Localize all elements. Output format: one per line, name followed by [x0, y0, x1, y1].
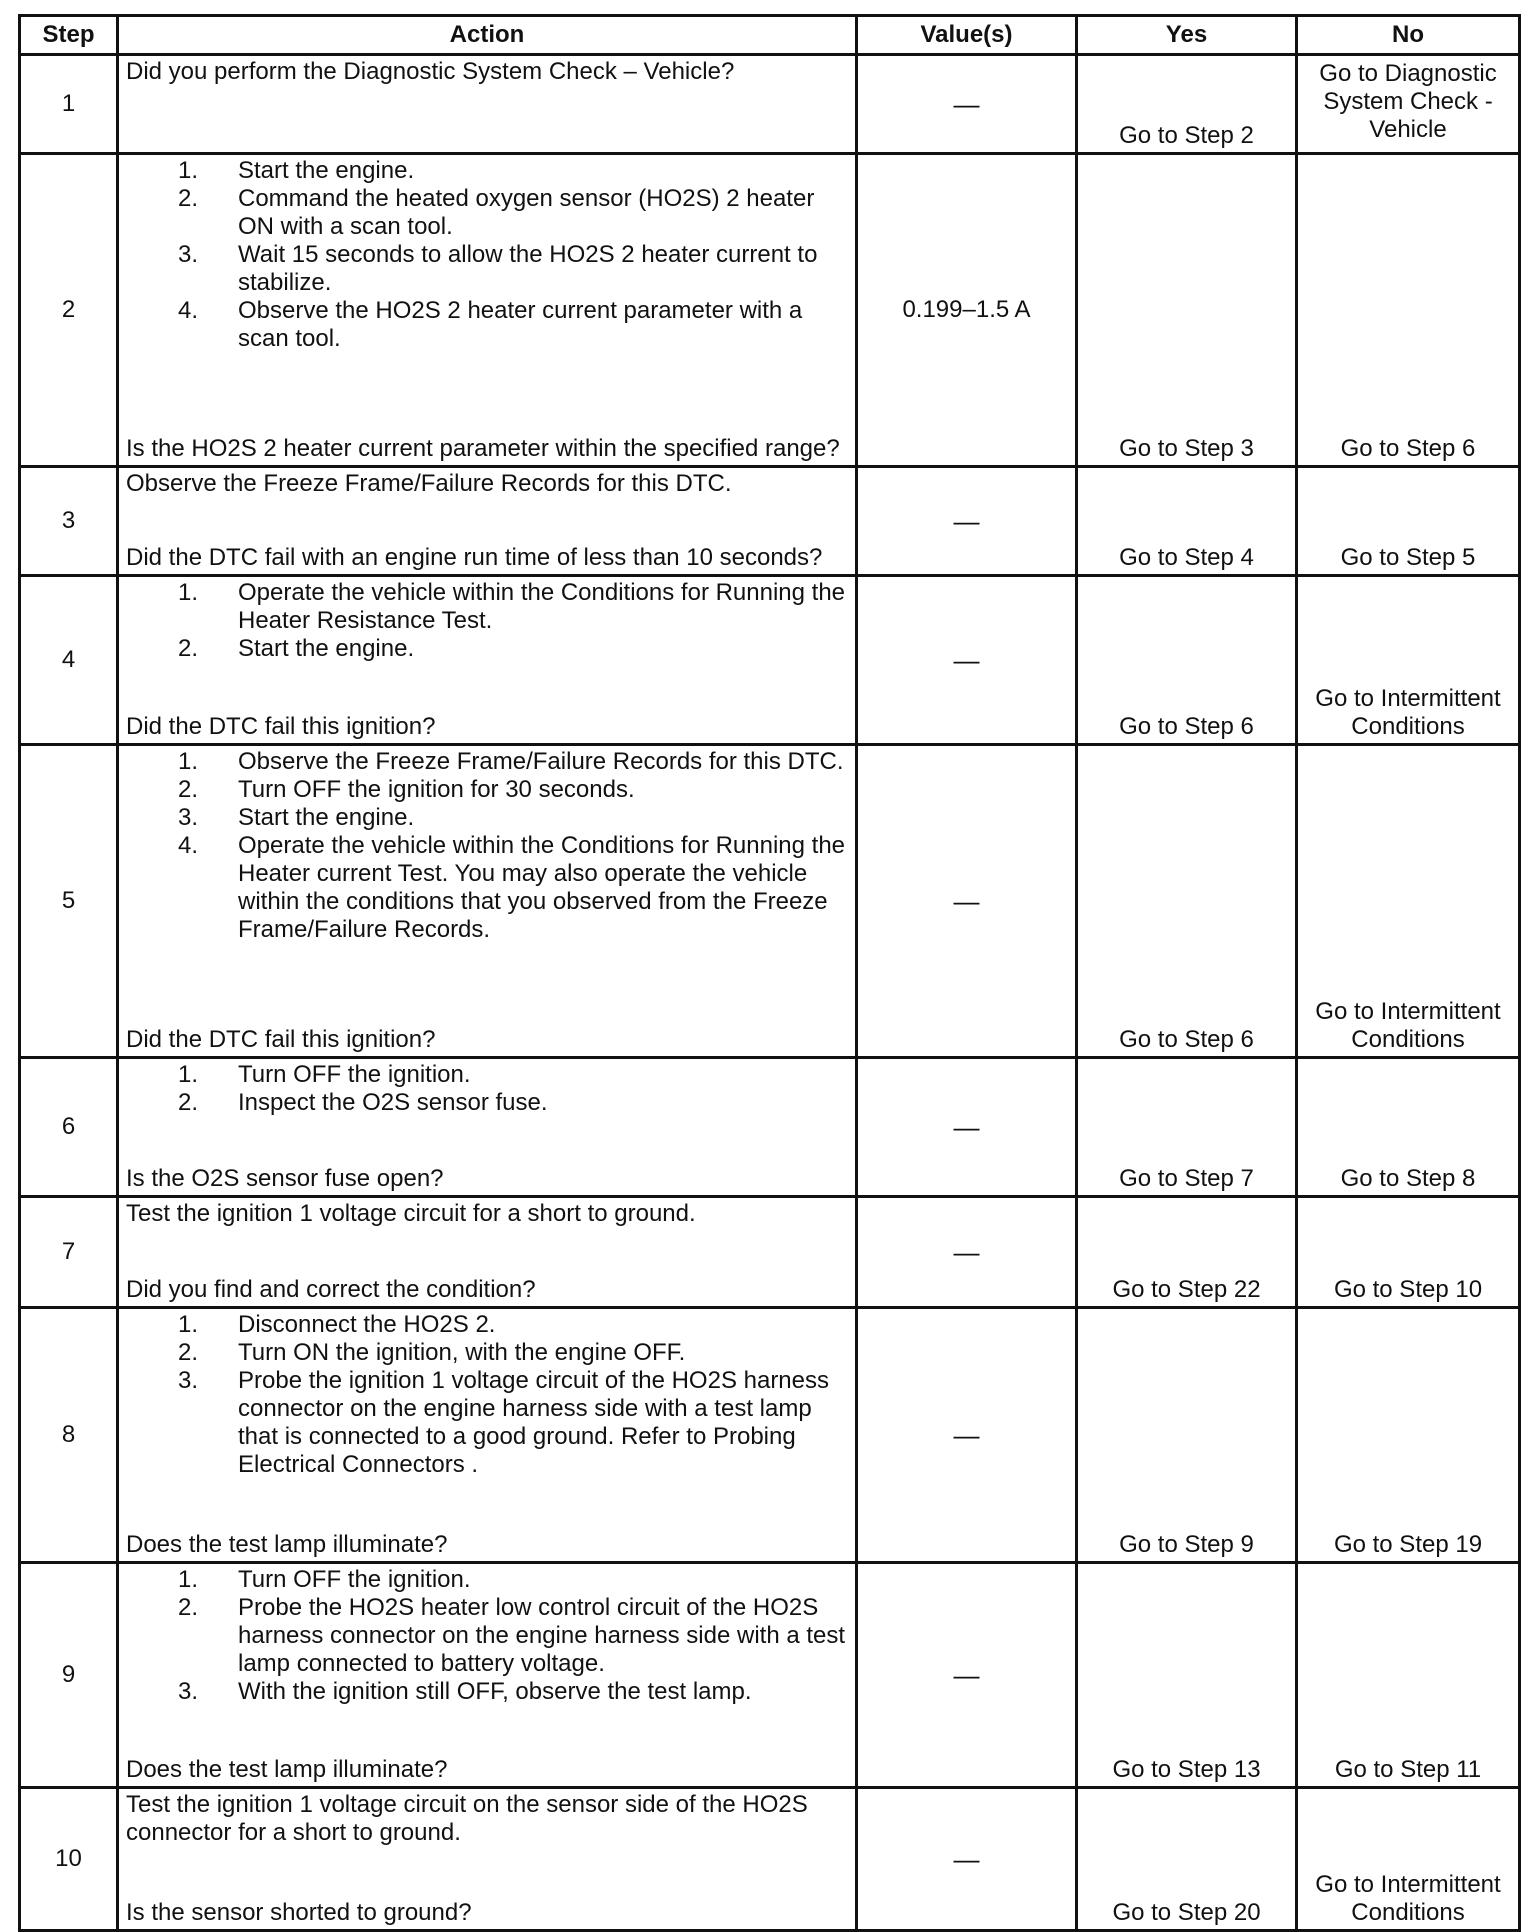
yes-cell: Go to Step 6	[1077, 745, 1297, 1058]
action-lead-text: Observe the Freeze Frame/Failure Records for this DTC.	[126, 470, 732, 497]
action-top	[126, 1200, 847, 1228]
list-item	[126, 579, 847, 635]
list-item	[126, 635, 847, 663]
list-item-number: 2.	[178, 1089, 199, 1116]
table-body	[20, 55, 1520, 1931]
action-cell	[118, 1563, 857, 1788]
yes-cell: Go to Step 7	[1077, 1058, 1297, 1197]
table-row	[20, 1563, 1520, 1788]
table-row	[20, 55, 1520, 154]
list-item	[126, 185, 847, 241]
action-cell	[118, 1197, 857, 1308]
action-top	[126, 1311, 847, 1479]
list-item	[126, 832, 847, 944]
yes-cell: Go to Step 2	[1077, 55, 1297, 154]
step-cell: 3	[20, 467, 118, 576]
action-lead-text: Did you perform the Diagnostic System Check – Vehicle?	[126, 58, 735, 85]
action-lead-text: Test the ignition 1 voltage circuit for a short to ground.	[126, 1200, 696, 1227]
action-question: Did the DTC fail this ignition?	[126, 1026, 436, 1053]
header-no: No	[1297, 16, 1520, 55]
table-row	[20, 1308, 1520, 1563]
step-cell: 2	[20, 154, 118, 467]
value-cell: —	[857, 745, 1077, 1058]
action-question: Did the DTC fail this ignition?	[126, 713, 436, 740]
action-content	[126, 1791, 847, 1927]
list-item-number: 2.	[178, 1339, 199, 1366]
list-item	[126, 1311, 847, 1339]
list-item-text: Turn OFF the ignition.	[238, 1566, 471, 1593]
action-question: Did you find and correct the condition?	[126, 1276, 536, 1303]
list-item-text: Turn OFF the ignition for 30 seconds.	[238, 776, 635, 803]
action-step-list	[126, 748, 847, 944]
no-cell: Go to Step 10	[1297, 1197, 1520, 1308]
list-item	[126, 1566, 847, 1594]
action-top	[126, 58, 847, 86]
action-content	[126, 1566, 847, 1784]
header-yes: Yes	[1077, 16, 1297, 55]
no-cell: Go to Step 19	[1297, 1308, 1520, 1563]
action-question: Is the sensor shorted to ground?	[126, 1899, 472, 1926]
value-cell: —	[857, 1308, 1077, 1563]
list-item-number: 4.	[178, 297, 199, 324]
action-content	[126, 58, 847, 150]
action-content	[126, 1061, 847, 1193]
list-item	[126, 804, 847, 832]
action-top	[126, 1566, 847, 1706]
table-row	[20, 576, 1520, 745]
list-item	[126, 1089, 847, 1117]
step-cell: 8	[20, 1308, 118, 1563]
list-item-text: Probe the ignition 1 voltage circuit of the HO2S harness connector on the engine harness side with a test lamp that is connected to a good ground. Refer to Probing Electrical Connectors .	[238, 1367, 829, 1478]
action-question: Is the HO2S 2 heater current parameter within the specified range?	[126, 435, 840, 462]
list-item-number: 1.	[178, 1311, 199, 1338]
value-cell: —	[857, 467, 1077, 576]
value-cell: —	[857, 576, 1077, 745]
list-item	[126, 776, 847, 804]
action-cell	[118, 467, 857, 576]
list-item	[126, 1061, 847, 1089]
diagnostic-table	[18, 14, 1521, 1932]
step-cell: 7	[20, 1197, 118, 1308]
action-content	[126, 470, 847, 572]
list-item	[126, 241, 847, 297]
list-item	[126, 1678, 847, 1706]
action-top	[126, 470, 847, 498]
header-row	[20, 16, 1520, 55]
no-cell: Go to Step 6	[1297, 154, 1520, 467]
action-top	[126, 1061, 847, 1117]
no-cell: Go to Step 5	[1297, 467, 1520, 576]
yes-cell: Go to Step 4	[1077, 467, 1297, 576]
action-question: Did the DTC fail with an engine run time of less than 10 seconds?	[126, 544, 823, 571]
list-item-text: Operate the vehicle within the Conditions for Running the Heater Resistance Test.	[238, 579, 846, 634]
value-cell: —	[857, 55, 1077, 154]
list-item-number: 3.	[178, 804, 199, 831]
list-item	[126, 297, 847, 353]
value-cell: —	[857, 1563, 1077, 1788]
action-question: Is the O2S sensor fuse open?	[126, 1165, 444, 1192]
list-item	[126, 1594, 847, 1678]
yes-cell: Go to Step 6	[1077, 576, 1297, 745]
list-item-number: 3.	[178, 241, 199, 268]
list-item-text: Probe the HO2S heater low control circuit of the HO2S harness connector on the engine harness side with a test lamp connected to battery voltage.	[238, 1594, 846, 1677]
action-cell	[118, 576, 857, 745]
action-content	[126, 1200, 847, 1304]
step-cell: 10	[20, 1788, 118, 1931]
list-item-number: 4.	[178, 832, 199, 859]
action-content	[126, 579, 847, 741]
step-cell: 6	[20, 1058, 118, 1197]
yes-cell: Go to Step 22	[1077, 1197, 1297, 1308]
no-cell: Go to Diagnostic System Check - Vehicle	[1297, 55, 1520, 154]
action-cell	[118, 55, 857, 154]
no-cell: Go to Step 11	[1297, 1563, 1520, 1788]
list-item	[126, 1339, 847, 1367]
table-row	[20, 467, 1520, 576]
action-content	[126, 1311, 847, 1559]
list-item-number: 2.	[178, 635, 199, 662]
list-item-number: 1.	[178, 157, 199, 184]
list-item-text: Wait 15 seconds to allow the HO2S 2 heater current to stabilize.	[238, 241, 818, 296]
action-cell	[118, 1788, 857, 1931]
list-item-text: Start the engine.	[238, 804, 415, 831]
list-item-number: 1.	[178, 1566, 199, 1593]
action-top	[126, 748, 847, 944]
step-cell: 1	[20, 55, 118, 154]
list-item-text: With the ignition still OFF, observe the test lamp.	[238, 1678, 752, 1705]
value-cell: —	[857, 1197, 1077, 1308]
list-item	[126, 157, 847, 185]
list-item-text: Turn ON the ignition, with the engine OFF.	[238, 1339, 686, 1366]
action-step-list	[126, 157, 847, 353]
action-cell	[118, 1058, 857, 1197]
list-item-number: 2.	[178, 776, 199, 803]
step-cell: 4	[20, 576, 118, 745]
action-step-list	[126, 579, 847, 663]
list-item-text: Turn OFF the ignition.	[238, 1061, 471, 1088]
action-content	[126, 157, 847, 463]
action-lead-text: Test the ignition 1 voltage circuit on the sensor side of the HO2S connector for a short to ground.	[126, 1791, 808, 1846]
header-step: Step	[20, 16, 118, 55]
list-item-text: Observe the HO2S 2 heater current parameter with a scan tool.	[238, 297, 803, 352]
action-cell	[118, 745, 857, 1058]
action-step-list	[126, 1311, 847, 1479]
action-question: Does the test lamp illuminate?	[126, 1531, 448, 1558]
list-item	[126, 1367, 847, 1479]
list-item-text: Disconnect the HO2S 2.	[238, 1311, 496, 1338]
list-item-text: Start the engine.	[238, 157, 415, 184]
table-row	[20, 745, 1520, 1058]
list-item-text: Start the engine.	[238, 635, 415, 662]
action-top	[126, 579, 847, 663]
list-item-number: 1.	[178, 1061, 199, 1088]
action-cell	[118, 154, 857, 467]
yes-cell: Go to Step 13	[1077, 1563, 1297, 1788]
action-top	[126, 1791, 847, 1847]
list-item-number: 2.	[178, 185, 199, 212]
action-content	[126, 748, 847, 1054]
table-row	[20, 1197, 1520, 1308]
yes-cell: Go to Step 3	[1077, 154, 1297, 467]
no-cell: Go to Intermittent Conditions	[1297, 745, 1520, 1058]
list-item-text: Observe the Freeze Frame/Failure Records for this DTC.	[238, 748, 844, 775]
list-item-text: Command the heated oxygen sensor (HO2S) 2 heater ON with a scan tool.	[238, 185, 815, 240]
step-cell: 9	[20, 1563, 118, 1788]
list-item-number: 3.	[178, 1367, 199, 1394]
action-cell	[118, 1308, 857, 1563]
no-cell: Go to Intermittent Conditions	[1297, 576, 1520, 745]
action-step-list	[126, 1061, 847, 1117]
list-item-number: 1.	[178, 579, 199, 606]
value-cell: —	[857, 1788, 1077, 1931]
table-row	[20, 154, 1520, 467]
list-item-number: 1.	[178, 748, 199, 775]
value-cell: —	[857, 1058, 1077, 1197]
no-cell: Go to Step 8	[1297, 1058, 1520, 1197]
action-top	[126, 157, 847, 353]
yes-cell: Go to Step 9	[1077, 1308, 1297, 1563]
action-step-list	[126, 1566, 847, 1706]
list-item-text: Operate the vehicle within the Conditions for Running the Heater current Test. You may also operate the vehicle within the conditions that you observed from the Freeze Frame/Failure Records.	[238, 832, 846, 943]
list-item-number: 3.	[178, 1678, 199, 1705]
header-values: Value(s)	[857, 16, 1077, 55]
header-action: Action	[118, 16, 857, 55]
yes-cell: Go to Step 20	[1077, 1788, 1297, 1931]
value-cell: 0.199–1.5 A	[857, 154, 1077, 467]
table-row	[20, 1788, 1520, 1931]
action-question: Does the test lamp illuminate?	[126, 1756, 448, 1783]
table-row	[20, 1058, 1520, 1197]
list-item-number: 2.	[178, 1594, 199, 1621]
no-cell: Go to Intermittent Conditions	[1297, 1788, 1520, 1931]
list-item-text: Inspect the O2S sensor fuse.	[238, 1089, 548, 1116]
list-item	[126, 748, 847, 776]
step-cell: 5	[20, 745, 118, 1058]
